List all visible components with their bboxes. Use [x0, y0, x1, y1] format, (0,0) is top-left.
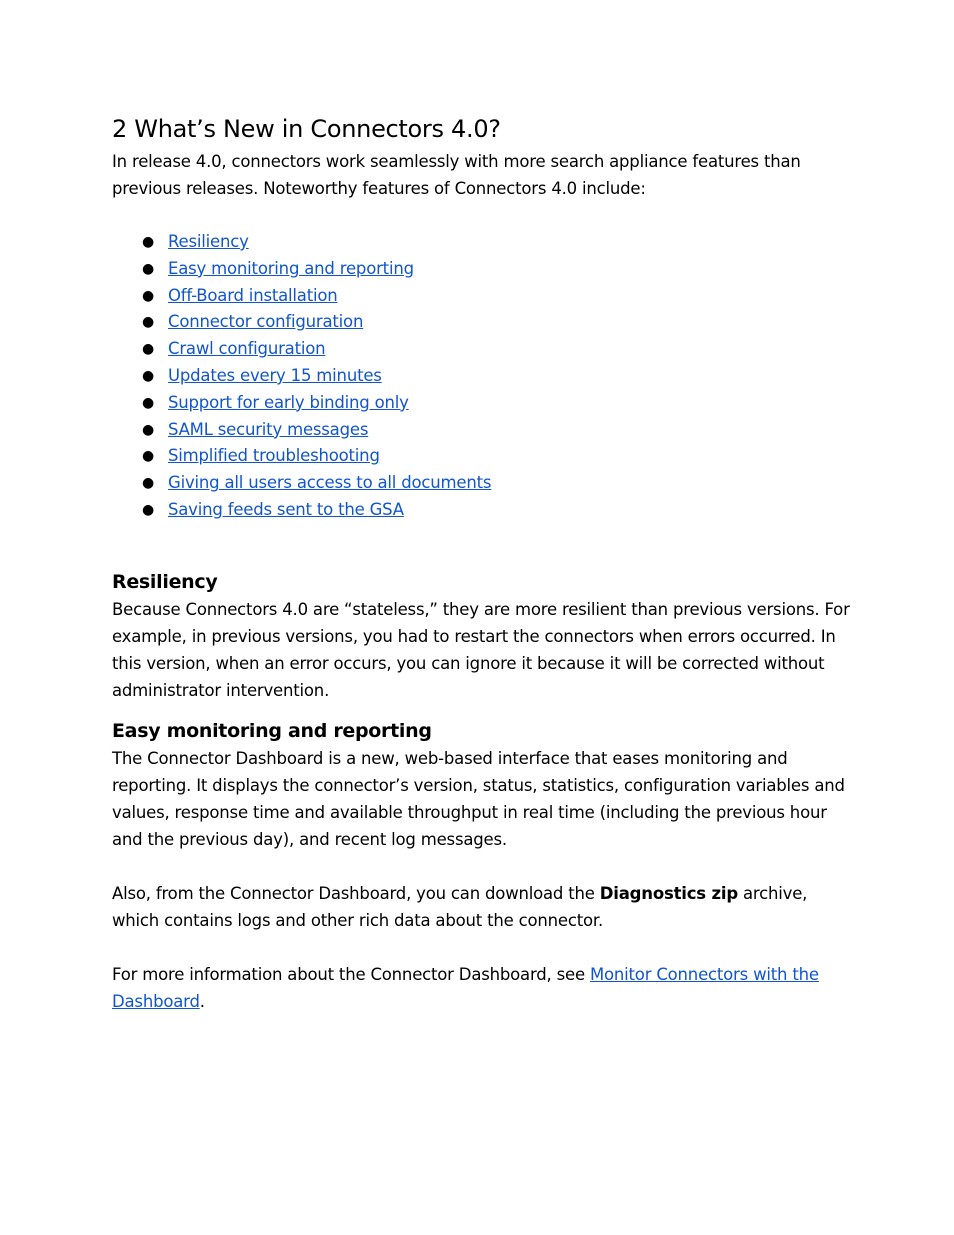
monitoring-paragraph-3-end: .	[199, 991, 205, 1011]
bullet-icon: ●	[142, 234, 155, 250]
section-heading-monitoring: Easy monitoring and reporting	[112, 719, 432, 742]
section-monitoring	[112, 717, 852, 1015]
feature-link[interactable]: Support for early binding only	[168, 392, 409, 412]
feature-link[interactable]: Connector configuration	[168, 312, 364, 332]
bullet-icon: ●	[142, 501, 155, 518]
diagnostics-zip-label: Diagnostics zip	[599, 883, 738, 903]
feature-link[interactable]: Easy monitoring and reporting	[168, 258, 414, 278]
resiliency-paragraph: Because Connectors 4.0 are “stateless,” they are more resilient than previous versions. For example, in previous versions, you had to restart the connectors when errors occurred. In this version, when an error occurs, you can ignore it because it will be corrected without administrator intervention.	[112, 599, 850, 700]
feature-list-item	[112, 470, 852, 497]
feature-list-item	[112, 283, 852, 310]
section-heading-resiliency: Resiliency	[112, 570, 218, 593]
monitoring-paragraph-3	[112, 961, 852, 1015]
feature-list-item	[112, 309, 852, 336]
feature-list-item	[112, 229, 852, 256]
bullet-icon: ●	[142, 367, 155, 384]
feature-link[interactable]: Saving feeds sent to the GSA	[168, 499, 404, 519]
section-resiliency	[112, 568, 852, 704]
monitor-dashboard-link[interactable]: Monitor Connectors with the Dashboard	[112, 964, 819, 1011]
feature-list-item	[112, 497, 852, 524]
bullet-icon: ●	[142, 448, 155, 465]
bullet-icon: ●	[142, 421, 155, 438]
feature-list-item	[112, 363, 852, 390]
monitoring-paragraph-2	[112, 880, 852, 934]
feature-list-item	[112, 417, 852, 444]
intro-paragraph: In release 4.0, connectors work seamlessly with more search appliance features than previous releases. Noteworthy features of Connectors 4.0 include:	[112, 152, 801, 198]
document-page	[112, 112, 852, 1015]
monitoring-paragraph-2-start: Also, from the Connector Dashboard, you can download the	[112, 883, 600, 903]
feature-link[interactable]: Off-Board installation	[168, 285, 338, 305]
feature-list-item	[112, 336, 852, 363]
bullet-icon: ●	[142, 341, 155, 358]
bullet-icon: ●	[142, 475, 155, 492]
feature-list-item	[112, 443, 852, 470]
feature-link[interactable]: Crawl configuration	[168, 339, 326, 359]
feature-link[interactable]: Resiliency	[168, 232, 249, 251]
feature-link[interactable]: Giving all users access to all documents	[168, 473, 492, 493]
bullet-icon: ●	[142, 314, 155, 331]
feature-list-item	[112, 256, 852, 283]
monitoring-paragraph-1: The Connector Dashboard is a new, web-based interface that eases monitoring and reporting. It displays the connector’s version, status, statistics, configuration variables and values, response time and available throughput in real time (including the previous hour and the previous day), and recent log messages.	[112, 748, 845, 849]
monitoring-paragraph-2-end: archive, which contains logs and other rich data about the connector.	[112, 883, 808, 930]
feature-list-item	[112, 390, 852, 417]
feature-link[interactable]: SAML security messages	[168, 419, 369, 439]
feature-link[interactable]: Updates every 15 minutes	[168, 365, 382, 385]
feature-link[interactable]: Simplified troubleshooting	[168, 446, 380, 466]
bullet-icon: ●	[142, 287, 155, 304]
page-title: 2 What’s New in Connectors 4.0?	[112, 115, 501, 143]
bullet-icon: ●	[142, 394, 155, 411]
monitoring-paragraph-3-start: For more information about the Connector Dashboard, see	[112, 964, 590, 984]
feature-list	[112, 229, 852, 524]
bullet-icon: ●	[142, 260, 155, 277]
